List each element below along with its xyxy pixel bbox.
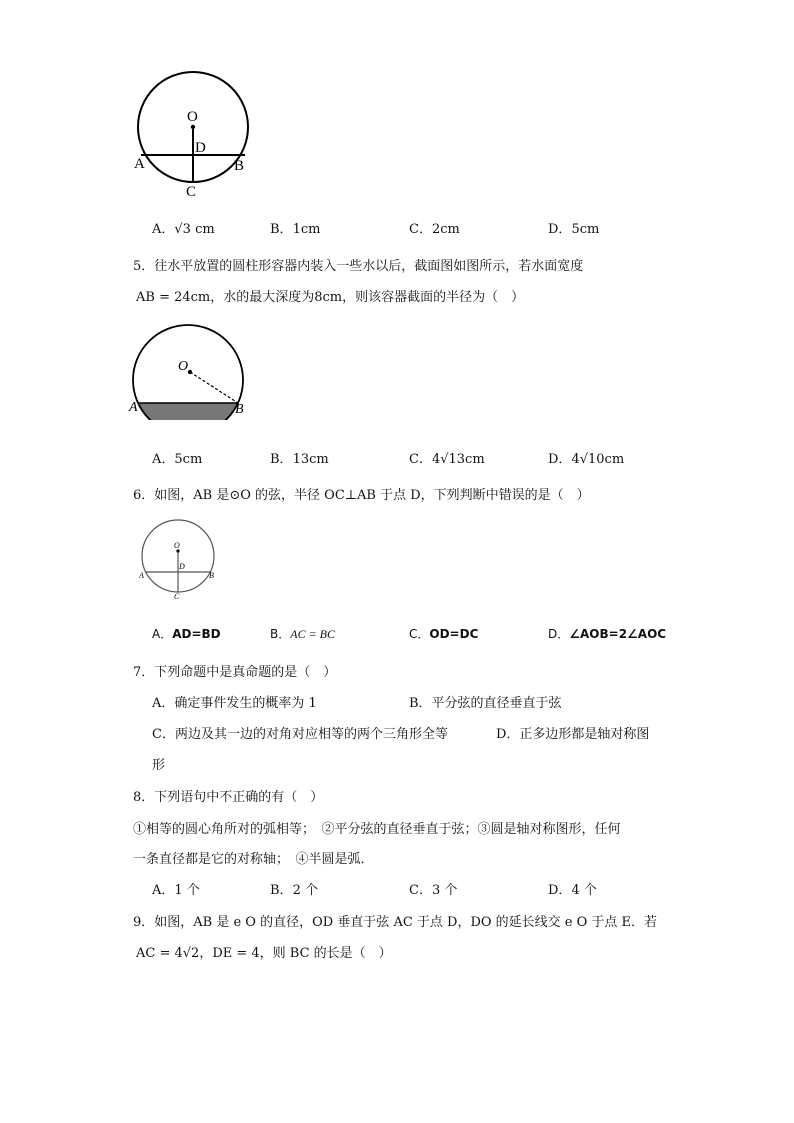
point-label-a: A bbox=[134, 156, 145, 172]
q5-option-a[interactable]: A．5cm bbox=[152, 452, 203, 467]
point-label-b: B bbox=[235, 402, 244, 417]
q4-option-c[interactable]: C．2cm bbox=[409, 222, 460, 237]
q4-option-b[interactable]: B．1cm bbox=[270, 222, 321, 237]
q9-stem-line1: 9．如图，AB 是 e O 的直径，OD 垂直于弦 AC 于点 D，DO 的延长线交 e O 于点 E．若 bbox=[133, 915, 658, 930]
q6-options bbox=[152, 625, 672, 647]
q4-option-a[interactable]: A．√3 cm bbox=[152, 222, 215, 237]
q7-option-a[interactable]: A．确定事件发生的概率为 1 bbox=[152, 696, 317, 711]
q8-option-b[interactable]: B．2 个 bbox=[270, 883, 318, 898]
q5-option-d[interactable]: D．4√10cm bbox=[548, 452, 625, 467]
q5-option-b[interactable]: B．13cm bbox=[270, 452, 329, 467]
q7-option-d[interactable]: D．正多边形都是轴对称图 bbox=[496, 727, 650, 742]
point-label-c: C bbox=[186, 184, 197, 200]
q6-option-c[interactable]: C．OD=DC bbox=[409, 627, 479, 641]
q6-option-d[interactable]: D．∠AOB=2∠AOC bbox=[548, 627, 667, 641]
q5-stem-line1: 5．往水平放置的圆柱形容器内装入一些水以后，截面图如图所示，若水面宽度 bbox=[133, 259, 584, 274]
point-label-d: D bbox=[179, 562, 185, 571]
q9-stem-line2: AC = 4√2，DE = 4，则 BC 的长是（ ） bbox=[136, 946, 392, 961]
q5-options bbox=[152, 448, 672, 470]
q8-options bbox=[152, 879, 672, 901]
point-label-a: A bbox=[129, 400, 138, 415]
figure-q5 bbox=[128, 318, 258, 420]
q7-option-d-wrap: 形 bbox=[152, 758, 166, 773]
q7-stem: 7．下列命题中是真命题的是（ ） bbox=[133, 665, 337, 680]
figure-q4 bbox=[128, 70, 258, 202]
q6-option-a[interactable]: A．AD=BD bbox=[152, 627, 221, 641]
q8-option-a[interactable]: A．1 个 bbox=[152, 883, 200, 898]
point-label-o: O bbox=[187, 109, 198, 125]
q5-option-c[interactable]: C．4√13cm bbox=[409, 452, 485, 467]
q8-statements-line2: 一条直径都是它的对称轴； ④半圆是弧． bbox=[133, 852, 374, 867]
point-label-o: O bbox=[174, 541, 180, 550]
point-label-b: B bbox=[209, 571, 214, 580]
point-label-d: D bbox=[195, 140, 206, 156]
q6-option-b[interactable]: B．AC = BC bbox=[270, 627, 335, 641]
q7-option-b[interactable]: B．平分弦的直径垂直于弦 bbox=[409, 696, 562, 711]
q4-options bbox=[152, 218, 672, 240]
q8-option-c[interactable]: C．3 个 bbox=[409, 883, 458, 898]
q4-option-d[interactable]: D．5cm bbox=[548, 222, 600, 237]
q5-stem-line2: AB = 24cm，水的最大深度为8cm，则该容器截面的半径为（ ） bbox=[136, 290, 525, 305]
water-segment bbox=[138, 403, 238, 420]
point-label-c: C bbox=[174, 592, 180, 601]
figure-q6 bbox=[136, 515, 222, 601]
q7-option-c[interactable]: C．两边及其一边的对角对应相等的两个三角形全等 bbox=[152, 727, 448, 742]
q8-statements-line1: ①相等的圆心角所对的弧相等； ②平分弦的直径垂直于弦；③圆是轴对称图形，任何 bbox=[133, 822, 621, 837]
q6-stem: 6．如图，AB 是⊙O 的弦，半径 OC⊥AB 于点 D，下列判断中错误的是（ ） bbox=[133, 488, 590, 503]
q8-option-d[interactable]: D．4 个 bbox=[548, 883, 597, 898]
point-label-o: O bbox=[178, 359, 189, 374]
q8-stem: 8．下列语句中不正确的有（ ） bbox=[133, 790, 324, 805]
point-label-b: B bbox=[234, 158, 245, 174]
point-label-a: A bbox=[139, 571, 144, 580]
